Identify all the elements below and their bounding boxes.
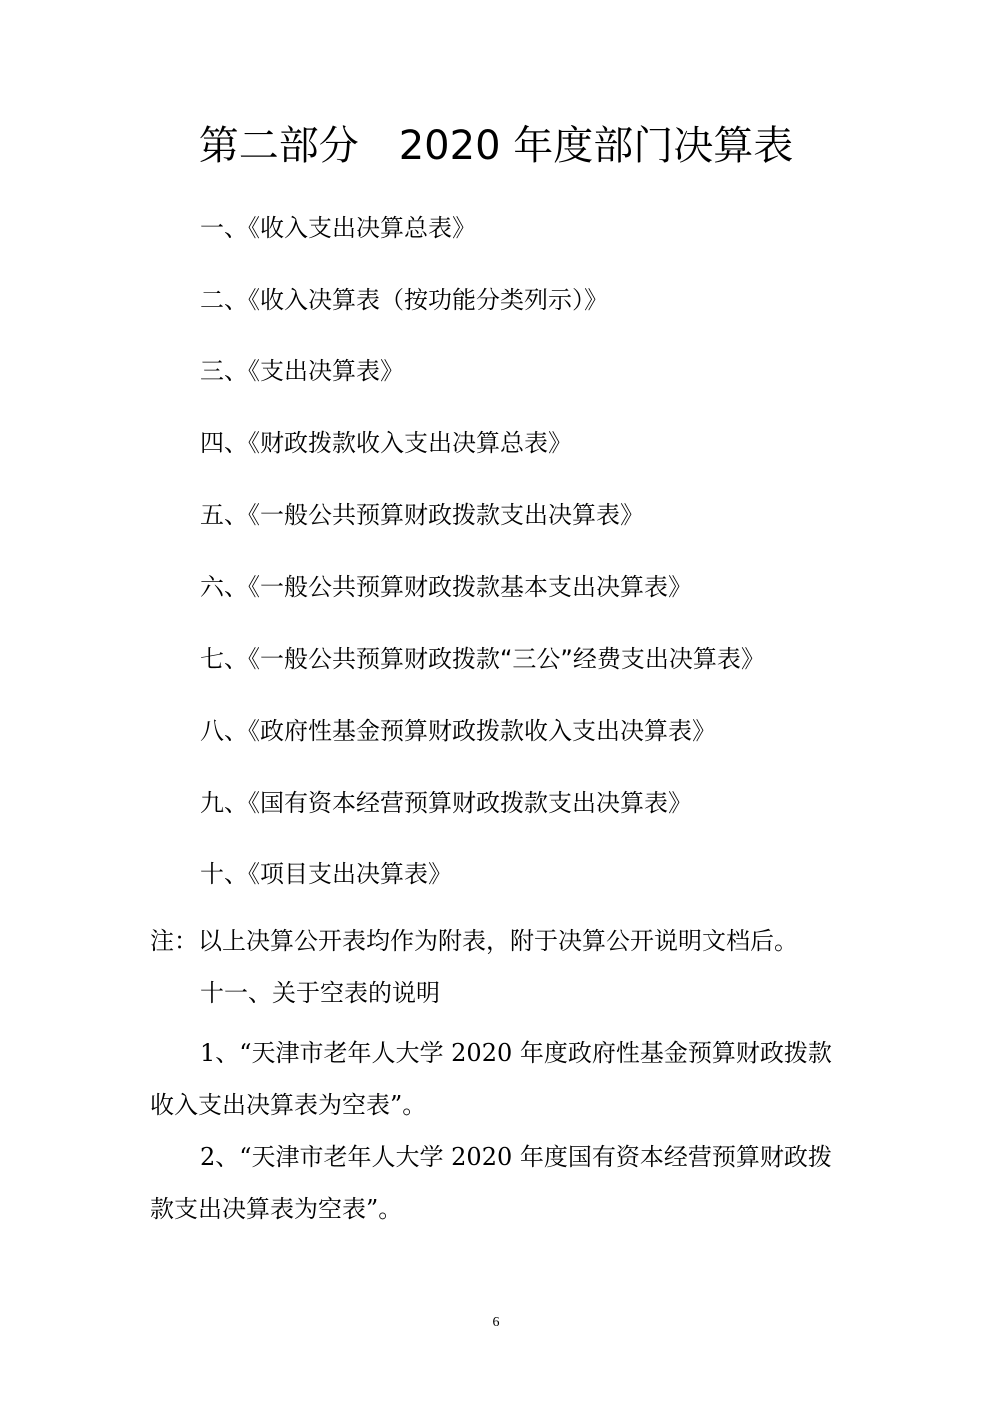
- note-text: 注：以上决算公开表均作为附表，附于决算公开说明文档后。: [150, 927, 798, 955]
- page-number: 6: [492, 1315, 500, 1330]
- section-heading: 十一、关于空表的说明: [200, 979, 440, 1007]
- toc-item-2: 二、《收入决算表（按功能分类列示）》: [200, 286, 608, 314]
- page-title: 第二部分 2020 年度部门决算表: [198, 123, 794, 169]
- paragraph-2-text: 2、“天津市老年人大学 2020 年度国有资本经营预算财政拨款支出决算表为空表”。: [150, 1143, 832, 1223]
- toc-item-10: 十、《项目支出决算表》: [200, 860, 452, 888]
- toc-item-6: 六、《一般公共预算财政拨款基本支出决算表》: [200, 573, 692, 601]
- paragraph-1-text: 1、“天津市老年人大学 2020 年度政府性基金预算财政拨款收入支出决算表为空表”。: [150, 1039, 832, 1119]
- toc-item-5: 五、《一般公共预算财政拨款支出决算表》: [200, 501, 644, 529]
- toc-item-3: 三、《支出决算表》: [200, 357, 404, 385]
- toc-item-4: 四、《财政拨款收入支出决算总表》: [200, 429, 572, 457]
- toc-item-8: 八、《政府性基金预算财政拨款收入支出决算表》: [200, 717, 716, 745]
- paragraph-2: [150, 1131, 840, 1235]
- toc-item-7: 七、《一般公共预算财政拨款“三公”经费支出决算表》: [200, 645, 765, 673]
- toc-item-9: 九、《国有资本经营预算财政拨款支出决算表》: [200, 789, 692, 817]
- paragraph-1: [150, 1027, 840, 1131]
- toc-item-1: 一、《收入支出决算总表》: [200, 214, 476, 242]
